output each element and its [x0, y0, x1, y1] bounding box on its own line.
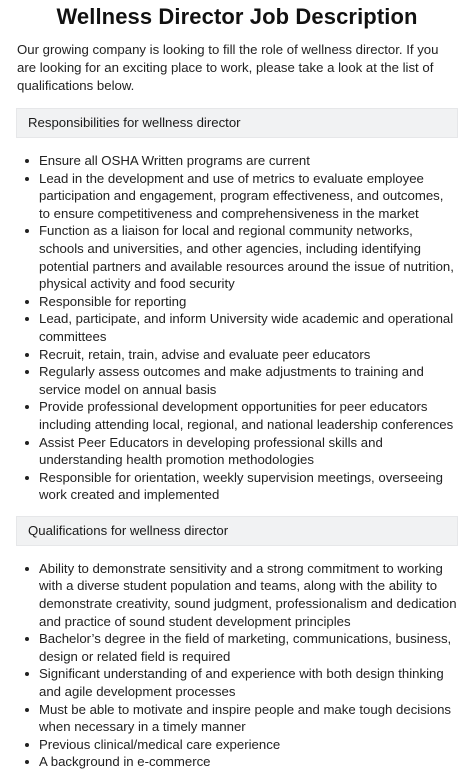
list-item: A background in e-commerce [39, 753, 458, 771]
list-item: Function as a liaison for local and regional community networks, schools and universities, and other agencies, including identifying potential partners and available resources around the issue of nutrition, physical activity and food security [39, 222, 458, 292]
list-item: Lead, participate, and inform University wide academic and operational committees [39, 310, 458, 345]
list-item: Must be able to motivate and inspire people and make tough decisions when necessary in a timely manner [39, 701, 458, 736]
list-item: Bachelor’s degree in the field of marketing, communications, business, design or related field is required [39, 630, 458, 665]
list-item: Ensure all OSHA Written programs are current [39, 152, 458, 170]
qualifications-header: Qualifications for wellness director [16, 516, 458, 546]
list-item: Lead in the development and use of metrics to evaluate employee participation and engagement, program effectiveness, and outcomes, to ensure competitiveness and comprehensiveness in the market [39, 170, 458, 223]
list-item: Responsible for reporting [39, 293, 458, 311]
list-item: Previous clinical/medical care experience [39, 736, 458, 754]
qualifications-list [16, 560, 458, 771]
list-item: Significant understanding of and experience with both design thinking and agile development processes [39, 665, 458, 700]
list-item: Recruit, retain, train, advise and evaluate peer educators [39, 346, 458, 364]
intro-paragraph: Our growing company is looking to fill the role of wellness director. If you are looking for an exciting place to work, please take a look at the list of qualifications below. [17, 42, 439, 93]
page-title: Wellness Director Job Description [56, 4, 418, 29]
list-item: Ability to demonstrate sensitivity and a strong commitment to working with a diverse student population and teams, along with the ability to demonstrate creativity, sound judgment, professionalism and dedication and practice of sound student development principles [39, 560, 457, 629]
responsibilities-list [16, 152, 458, 504]
list-item: Regularly assess outcomes and make adjustments to training and service model on annual basis [39, 363, 458, 398]
list-item: Assist Peer Educators in developing professional skills and understanding health promotion methodologies [39, 434, 458, 469]
list-item: Responsible for orientation, weekly supervision meetings, overseeing work created and implemented [39, 469, 458, 504]
list-item: Provide professional development opportunities for peer educators including attending local, regional, and national leadership conferences [39, 398, 458, 433]
responsibilities-header: Responsibilities for wellness director [16, 108, 458, 138]
